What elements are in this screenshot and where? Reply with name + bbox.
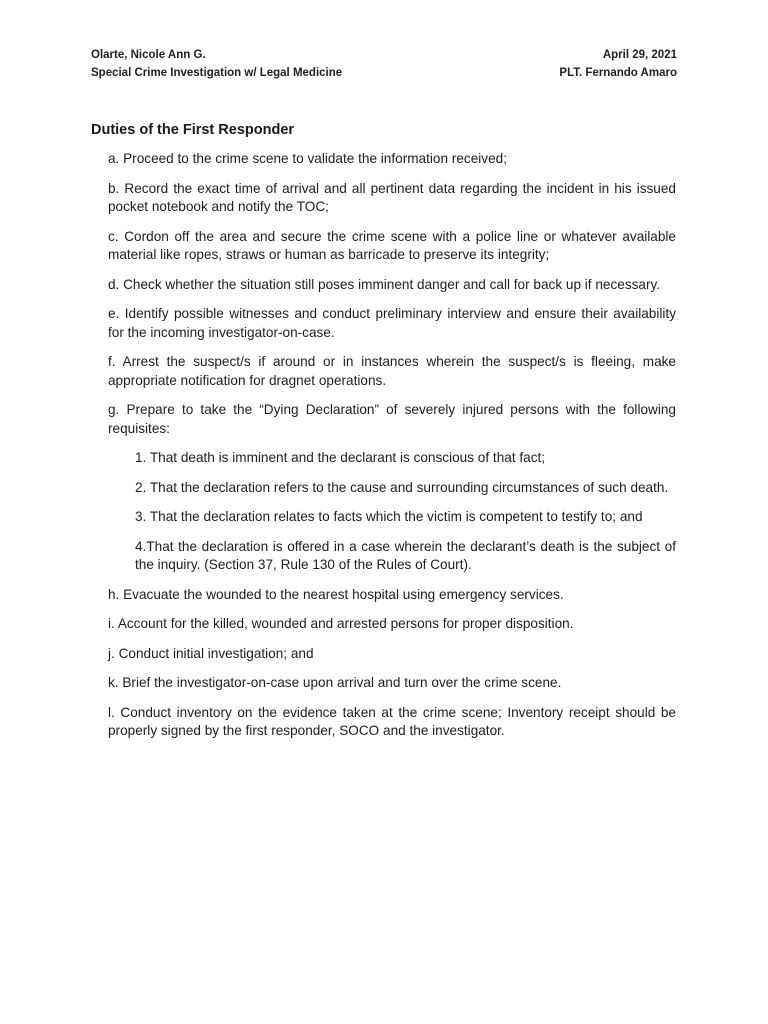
duty-item-a: a. Proceed to the crime scene to validate the information received; [108,151,507,166]
section-title: Duties of the First Responder [91,122,295,138]
duty-item-l: l. Conduct inventory on the evidence taken at the crime scene; Inventory receipt should be properly signed by the first responder, SOCO and the investigator. [108,704,676,738]
instructor-name: PLT. Fernando Amaro [559,67,677,79]
duty-item-i: i. Account for the killed, wounded and arrested persons for proper disposition. [108,616,574,631]
student-name: Olarte, Nicole Ann G. [91,49,206,61]
duty-item-g: g. Prepare to take the “Dying Declaration” of severely injured persons with the following requisites: [108,402,676,436]
duties-list [108,150,676,752]
duty-item-b: b. Record the exact time of arrival and all pertinent data regarding the incident in his issued pocket notebook and notify the TOC; [108,180,676,214]
duty-item-j: j. Conduct initial investigation; and [108,645,314,661]
duty-item-e: e. Identify possible witnesses and conduct preliminary interview and ensure their availability for the incoming investigator-on-case. [108,306,676,340]
requisite-1: 1. That death is imminent and the declarant is conscious of that fact; [135,450,546,465]
requisite-3: 3. That the declaration relates to facts which the victim is competent to testify to; and [135,509,643,524]
requisite-4: 4.That the declaration is offered in a case wherein the declarant’s death is the subject of the inquiry. (Section 37, Rule 130 of the Rules of Court). [135,538,676,572]
document-date: April 29, 2021 [602,49,677,61]
duty-item-f: f. Arrest the suspect/s if around or in instances wherein the suspect/s is fleeing, make appropriate notification for dragnet operations. [108,354,676,388]
document-header [91,46,677,82]
duty-item-c: c. Cordon off the area and secure the crime scene with a police line or whatever available material like ropes, straws or human as barricade to preserve its integrity; [108,228,676,262]
duty-item-h: h. Evacuate the wounded to the nearest hospital using emergency services. [108,586,564,602]
duty-item-d: d. Check whether the situation still poses imminent danger and call for back up if necessary. [108,276,661,292]
course-name: Special Crime Investigation w/ Legal Medicine [91,67,343,79]
duty-item-k: k. Brief the investigator-on-case upon arrival and turn over the crime scene. [108,675,562,690]
requisite-2: 2. That the declaration refers to the cause and surrounding circumstances of such death. [135,479,669,495]
